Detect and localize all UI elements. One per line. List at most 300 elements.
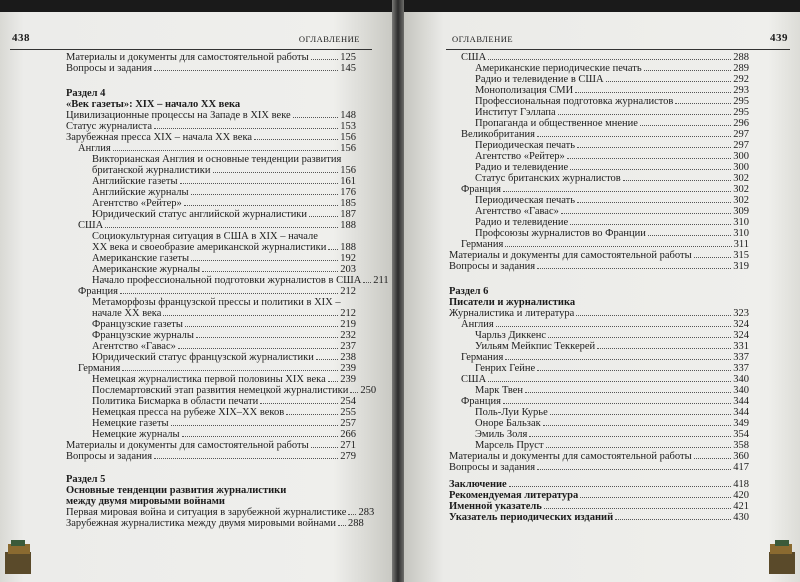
toc-page-number: 255 bbox=[340, 407, 356, 418]
toc-page-number: 188 bbox=[340, 220, 356, 231]
toc-entry bbox=[449, 352, 749, 363]
toc-entry-title: Агентство «Рейтер» bbox=[475, 151, 565, 162]
toc-leader-dots bbox=[543, 425, 732, 426]
left-page-header bbox=[0, 32, 392, 54]
toc-page-number: 232 bbox=[340, 330, 356, 341]
toc-page-number: 288 bbox=[733, 52, 749, 63]
toc-entry-title: Английские журналы bbox=[92, 187, 189, 198]
toc-page-number: 300 bbox=[733, 151, 749, 162]
toc-page-number: 418 bbox=[733, 479, 749, 490]
toc-section-title: Основные тенденции развития журналистики bbox=[66, 485, 287, 496]
toc-entry bbox=[66, 231, 356, 242]
toc-entry-title: Американские журналы bbox=[92, 264, 201, 275]
toc-entry-title: Англия bbox=[461, 319, 494, 330]
page-number: 438 bbox=[12, 32, 30, 44]
toc-entry-title: Именной указатель bbox=[449, 501, 542, 512]
toc-entry bbox=[449, 385, 749, 396]
toc-entry-title: Первая мировая война и ситуация в зарубежной журналистике bbox=[66, 507, 347, 518]
toc-entry-title: Уильям Мейкпис Теккерей bbox=[475, 341, 596, 352]
toc-page-number: 187 bbox=[340, 209, 356, 220]
toc-entry bbox=[449, 107, 749, 118]
toc-leader-dots bbox=[105, 227, 338, 228]
toc-leader-dots bbox=[293, 117, 339, 118]
toc-entry bbox=[66, 297, 356, 308]
toc-entry-title: Статус британских журналистов bbox=[475, 173, 621, 184]
toc-leader-dots bbox=[286, 414, 338, 415]
toc-leader-dots bbox=[537, 370, 731, 371]
toc-entry-title: XX века и своеобразие американской журналистики bbox=[92, 242, 327, 253]
book-ornament-icon bbox=[2, 538, 36, 578]
toc-leader-dots bbox=[675, 103, 731, 104]
header-rule bbox=[446, 49, 790, 50]
toc-page-number: 212 bbox=[340, 286, 356, 297]
toc-entry bbox=[449, 184, 749, 195]
toc-leader-dots bbox=[309, 216, 338, 217]
running-title: ОГЛАВЛЕНИЕ bbox=[298, 34, 360, 44]
toc-entry-title: Вопросы и задания bbox=[449, 462, 536, 473]
toc-page-number: 296 bbox=[733, 118, 749, 129]
toc-page-number: 340 bbox=[733, 374, 749, 385]
toc-page-number: 283 bbox=[358, 507, 375, 518]
toc-entry-title: Зарубежная журналистика между двумя мировыми войнами bbox=[66, 518, 336, 529]
toc-entry-title: Радио и телевидение bbox=[475, 217, 569, 228]
toc-entry bbox=[449, 319, 749, 330]
toc-entry-title: Профессиональная подготовка журналистов bbox=[475, 96, 674, 107]
toc-entry bbox=[66, 440, 356, 451]
toc-entry-title: Американские газеты bbox=[92, 253, 190, 264]
toc-entry-title: Английские газеты bbox=[92, 176, 178, 187]
toc-entry bbox=[449, 140, 749, 151]
table-of-contents bbox=[449, 52, 749, 523]
toc-page-number: 293 bbox=[733, 85, 749, 96]
toc-page-number: 430 bbox=[733, 512, 749, 523]
toc-entry bbox=[66, 407, 356, 418]
toc-entry-title: США bbox=[78, 220, 104, 231]
toc-page-number: 360 bbox=[733, 451, 749, 462]
toc-leader-dots bbox=[488, 381, 731, 382]
toc-leader-dots bbox=[348, 514, 356, 515]
toc-leader-dots bbox=[509, 486, 732, 487]
toc-page-number: 156 bbox=[340, 143, 356, 154]
toc-page-number: 337 bbox=[733, 363, 749, 374]
toc-entry bbox=[449, 490, 749, 501]
toc-leader-dots bbox=[570, 169, 731, 170]
toc-section-title: между двумя мировыми войнами bbox=[66, 496, 225, 507]
toc-page-number: 358 bbox=[733, 440, 749, 451]
toc-entry bbox=[66, 52, 356, 63]
toc-page-number: 420 bbox=[733, 490, 749, 501]
toc-entry-title: Агентство «Гавас» bbox=[92, 341, 176, 352]
toc-page-number: 188 bbox=[340, 242, 356, 253]
toc-page-number: 295 bbox=[733, 107, 749, 118]
toc-leader-dots bbox=[311, 59, 339, 60]
toc-entry bbox=[66, 308, 356, 319]
toc-entry-title: Материалы и документы для самостоятельной работы bbox=[449, 250, 692, 261]
toc-page-number: 297 bbox=[733, 140, 749, 151]
toc-entry-title: Викторианская Англия и основные тенденции развития bbox=[92, 154, 342, 165]
toc-leader-dots bbox=[644, 70, 732, 71]
toc-page-number: 310 bbox=[733, 228, 749, 239]
toc-page-number: 340 bbox=[733, 385, 749, 396]
toc-entry-title: Радио и телевидение bbox=[475, 162, 569, 173]
toc-page-number: 192 bbox=[340, 253, 356, 264]
toc-page-number: 337 bbox=[733, 352, 749, 363]
toc-page-number: 176 bbox=[340, 187, 356, 198]
toc-leader-dots bbox=[113, 150, 339, 151]
toc-entry bbox=[449, 228, 749, 239]
toc-entry bbox=[449, 407, 749, 418]
toc-leader-dots bbox=[328, 249, 338, 250]
toc-page-number: 250 bbox=[360, 385, 377, 396]
toc-leader-dots bbox=[328, 381, 338, 382]
toc-page-number: 302 bbox=[733, 195, 749, 206]
toc-leader-dots bbox=[254, 139, 338, 140]
toc-leader-dots bbox=[496, 326, 732, 327]
toc-entry-title: Материалы и документы для самостоятельной работы bbox=[66, 440, 309, 451]
toc-leader-dots bbox=[213, 172, 339, 173]
toc-leader-dots bbox=[260, 403, 338, 404]
toc-page-number: 349 bbox=[733, 418, 749, 429]
toc-entry-title: Послемартовский этап развития немецкой журналистики bbox=[92, 385, 349, 396]
toc-leader-dots bbox=[338, 525, 346, 526]
toc-leader-dots bbox=[154, 70, 338, 71]
toc-entry bbox=[449, 206, 749, 217]
toc-entry-title: британской журналистики bbox=[92, 165, 211, 176]
toc-entry-title: Периодическая печать bbox=[475, 195, 576, 206]
toc-entry bbox=[66, 154, 356, 165]
toc-entry bbox=[66, 385, 377, 396]
toc-entry bbox=[449, 151, 749, 162]
toc-page-number: 203 bbox=[340, 264, 356, 275]
left-page bbox=[0, 12, 392, 582]
toc-leader-dots bbox=[648, 235, 731, 236]
toc-entry bbox=[449, 363, 749, 374]
toc-page-number: 185 bbox=[340, 198, 356, 209]
right-page-header bbox=[404, 32, 800, 54]
toc-entry-title: Агентство «Рейтер» bbox=[92, 198, 182, 209]
toc-leader-dots bbox=[694, 458, 732, 459]
toc-leader-dots bbox=[537, 136, 731, 137]
toc-entry-title: Немецкие журналы bbox=[92, 429, 180, 440]
toc-leader-dots bbox=[350, 392, 358, 393]
toc-entry-title: Американские периодические печать bbox=[475, 63, 642, 74]
toc-entry-title: Чарльз Диккенс bbox=[475, 330, 547, 341]
toc-leader-dots bbox=[529, 436, 731, 437]
toc-entry bbox=[449, 52, 749, 63]
toc-entry-title: Оноре Бальзак bbox=[475, 418, 541, 429]
toc-entry-title: Французские журналы bbox=[92, 330, 194, 341]
toc-section-title: «Век газеты»: XIX – начало XX века bbox=[66, 99, 241, 110]
toc-leader-dots bbox=[546, 447, 732, 448]
toc-page-number: 417 bbox=[733, 462, 749, 473]
toc-entry bbox=[66, 507, 375, 518]
toc-entry-title: Юридический статус английской журналистики bbox=[92, 209, 308, 220]
right-page bbox=[404, 12, 800, 582]
toc-entry bbox=[449, 250, 749, 261]
toc-entry-title: Поль-Луи Курье bbox=[475, 407, 548, 418]
toc-entry bbox=[66, 341, 356, 352]
toc-entry bbox=[66, 198, 356, 209]
toc-entry bbox=[449, 330, 749, 341]
toc-leader-dots bbox=[488, 59, 731, 60]
toc-entry bbox=[66, 143, 356, 154]
toc-leader-dots bbox=[548, 337, 731, 338]
toc-entry bbox=[66, 451, 356, 462]
toc-entry-title: Пропаганда и общественное мнение bbox=[475, 118, 638, 129]
toc-entry-title: Эмиль Золя bbox=[475, 429, 528, 440]
toc-leader-dots bbox=[505, 246, 731, 247]
toc-entry bbox=[66, 209, 356, 220]
toc-leader-dots bbox=[154, 128, 338, 129]
toc-page-number: 310 bbox=[733, 217, 749, 228]
toc-leader-dots bbox=[154, 458, 338, 459]
toc-leader-dots bbox=[120, 293, 338, 294]
toc-leader-dots bbox=[202, 271, 338, 272]
toc-page-number: 311 bbox=[733, 239, 749, 250]
toc-section-heading: Раздел 6 bbox=[449, 286, 489, 297]
toc-entry-title: Журналистика и литература bbox=[449, 308, 575, 319]
toc-entry bbox=[66, 165, 356, 176]
toc-leader-dots bbox=[196, 337, 338, 338]
toc-entry bbox=[66, 352, 356, 363]
toc-entry bbox=[66, 374, 356, 385]
toc-entry-title: Германия bbox=[461, 239, 504, 250]
toc-page-number: 319 bbox=[733, 261, 749, 272]
toc-leader-dots bbox=[694, 257, 732, 258]
toc-entry-title: Марк Твен bbox=[475, 385, 524, 396]
toc-entry-title: Немецкие газеты bbox=[92, 418, 169, 429]
toc-page-number: 344 bbox=[733, 407, 749, 418]
toc-page-number: 295 bbox=[733, 96, 749, 107]
toc-entry bbox=[66, 63, 356, 74]
toc-entry bbox=[66, 253, 356, 264]
toc-page-number: 344 bbox=[733, 396, 749, 407]
toc-page-number: 238 bbox=[340, 352, 356, 363]
toc-page-number: 324 bbox=[733, 330, 749, 341]
toc-leader-dots bbox=[623, 180, 732, 181]
toc-entry-title: Указатель периодических изданий bbox=[449, 512, 614, 523]
toc-leader-dots bbox=[561, 213, 731, 214]
toc-entry bbox=[449, 129, 749, 140]
toc-entry bbox=[449, 162, 749, 173]
toc-entry-title: Периодическая печать bbox=[475, 140, 576, 151]
toc-entry bbox=[66, 121, 356, 132]
toc-entry-title: Социокультурная ситуация в США в XIX – начале bbox=[92, 231, 318, 242]
toc-entry bbox=[449, 462, 749, 473]
toc-leader-dots bbox=[577, 147, 731, 148]
toc-section-heading: Раздел 5 bbox=[66, 474, 106, 485]
toc-entry-title: Германия bbox=[78, 363, 121, 374]
toc-page-number: 148 bbox=[340, 110, 356, 121]
toc-entry-title: Юридический статус французской журналистики bbox=[92, 352, 314, 363]
toc-page-number: 257 bbox=[340, 418, 356, 429]
toc-entry bbox=[66, 286, 356, 297]
toc-leader-dots bbox=[558, 114, 732, 115]
toc-entry bbox=[66, 275, 389, 286]
toc-leader-dots bbox=[615, 519, 731, 520]
toc-leader-dots bbox=[505, 359, 731, 360]
toc-entry-title: Англия bbox=[78, 143, 111, 154]
toc-leader-dots bbox=[363, 282, 371, 283]
toc-page-number: 315 bbox=[733, 250, 749, 261]
toc-leader-dots bbox=[575, 92, 731, 93]
toc-entry-title: Марсель Пруст bbox=[475, 440, 544, 451]
toc-leader-dots bbox=[178, 348, 338, 349]
toc-entry-title: Статус журналиста bbox=[66, 121, 152, 132]
toc-page-number: 239 bbox=[340, 374, 356, 385]
toc-entry bbox=[449, 396, 749, 407]
toc-entry-title: Рекомендуемая литература bbox=[449, 490, 579, 501]
toc-leader-dots bbox=[185, 326, 338, 327]
toc-leader-dots bbox=[525, 392, 731, 393]
toc-leader-dots bbox=[550, 414, 732, 415]
toc-entry-title: Заключение bbox=[449, 479, 507, 490]
toc-entry-title: Цивилизационные процессы на Западе в XIX веке bbox=[66, 110, 291, 121]
toc-page-number: 156 bbox=[340, 165, 356, 176]
toc-entry bbox=[449, 173, 749, 184]
toc-leader-dots bbox=[537, 469, 731, 470]
toc-leader-dots bbox=[191, 260, 338, 261]
toc-leader-dots bbox=[570, 224, 731, 225]
toc-entry bbox=[449, 341, 749, 352]
toc-entry bbox=[66, 264, 356, 275]
table-of-contents bbox=[66, 52, 389, 529]
toc-entry bbox=[449, 512, 749, 523]
toc-page-number: 331 bbox=[733, 341, 749, 352]
toc-entry bbox=[66, 132, 356, 143]
toc-leader-dots bbox=[606, 81, 732, 82]
toc-entry bbox=[66, 187, 356, 198]
toc-leader-dots bbox=[580, 497, 731, 498]
toc-entry-title: Материалы и документы для самостоятельной работы bbox=[449, 451, 692, 462]
toc-entry-title: Вопросы и задания bbox=[66, 63, 153, 74]
toc-entry bbox=[449, 74, 749, 85]
toc-entry bbox=[449, 418, 749, 429]
toc-leader-dots bbox=[171, 425, 339, 426]
toc-leader-dots bbox=[544, 508, 731, 509]
toc-entry bbox=[66, 110, 356, 121]
toc-leader-dots bbox=[191, 194, 339, 195]
toc-leader-dots bbox=[122, 370, 338, 371]
book-ornament-icon bbox=[764, 538, 798, 578]
toc-leader-dots bbox=[311, 447, 339, 448]
toc-entry bbox=[449, 451, 749, 462]
toc-entry-title: Начало профессиональной подготовки журналистов в США bbox=[92, 275, 362, 286]
toc-page-number: 302 bbox=[733, 184, 749, 195]
toc-page-number: 292 bbox=[733, 74, 749, 85]
toc-entry-title: Генрих Гейне bbox=[475, 363, 536, 374]
toc-entry bbox=[66, 429, 356, 440]
toc-entry-title: Материалы и документы для самостоятельной работы bbox=[66, 52, 309, 63]
toc-page-number: 309 bbox=[733, 206, 749, 217]
toc-leader-dots bbox=[503, 403, 731, 404]
toc-page-number: 279 bbox=[340, 451, 356, 462]
toc-entry-title: Вопросы и задания bbox=[66, 451, 153, 462]
toc-entry-title: Профсоюзы журналистов во Франции bbox=[475, 228, 646, 239]
toc-page-number: 219 bbox=[340, 319, 356, 330]
book-gutter bbox=[392, 0, 404, 582]
toc-page-number: 354 bbox=[733, 429, 749, 440]
toc-entry bbox=[66, 363, 356, 374]
toc-page-number: 323 bbox=[733, 308, 749, 319]
toc-page-number: 271 bbox=[340, 440, 356, 451]
toc-leader-dots bbox=[316, 359, 338, 360]
toc-entry-title: США bbox=[461, 374, 487, 385]
toc-page-number: 145 bbox=[340, 63, 356, 74]
toc-entry bbox=[449, 374, 749, 385]
toc-section-heading: Раздел 4 bbox=[66, 88, 106, 99]
toc-entry bbox=[449, 308, 749, 319]
toc-entry-title: США bbox=[461, 52, 487, 63]
toc-page-number: 266 bbox=[340, 429, 356, 440]
header-rule bbox=[10, 49, 372, 50]
toc-leader-dots bbox=[184, 205, 339, 206]
toc-entry-title: Франция bbox=[78, 286, 118, 297]
toc-entry-title: Зарубежная пресса XIX – начала XX века bbox=[66, 132, 253, 143]
toc-entry bbox=[449, 63, 749, 74]
toc-entry bbox=[66, 396, 356, 407]
toc-page-number: 153 bbox=[340, 121, 356, 132]
page-number: 439 bbox=[770, 32, 788, 44]
toc-entry bbox=[66, 242, 356, 253]
toc-entry-title: Немецкая журналистика первой половины XIX века bbox=[92, 374, 326, 385]
toc-page-number: 288 bbox=[347, 518, 364, 529]
toc-page-number: 254 bbox=[340, 396, 356, 407]
toc-page-number: 300 bbox=[733, 162, 749, 173]
toc-entry bbox=[449, 118, 749, 129]
toc-entry bbox=[449, 239, 749, 250]
toc-entry bbox=[449, 501, 749, 512]
toc-entry bbox=[449, 85, 749, 96]
toc-entry bbox=[449, 429, 749, 440]
toc-leader-dots bbox=[567, 158, 732, 159]
toc-entry-title: Политика Бисмарка в области печати bbox=[92, 396, 259, 407]
toc-entry-title: Агентство «Гавас» bbox=[475, 206, 559, 217]
toc-entry bbox=[66, 330, 356, 341]
toc-page-number: 297 bbox=[733, 129, 749, 140]
toc-entry-title: Монополизация СМИ bbox=[475, 85, 574, 96]
toc-entry-title: Франция bbox=[461, 396, 501, 407]
toc-entry bbox=[449, 440, 749, 451]
toc-section-title: Писатели и журналистика bbox=[449, 297, 576, 308]
toc-entry-title: Французские газеты bbox=[92, 319, 183, 330]
toc-leader-dots bbox=[537, 268, 731, 269]
toc-entry-title: Метаморфозы французской прессы и политики в XIX – bbox=[92, 297, 341, 308]
toc-entry-title: Франция bbox=[461, 184, 501, 195]
toc-entry-title: Институт Гэллапа bbox=[475, 107, 556, 118]
toc-leader-dots bbox=[597, 348, 731, 349]
toc-entry-title: Вопросы и задания bbox=[449, 261, 536, 272]
toc-leader-dots bbox=[576, 315, 731, 316]
toc-page-number: 156 bbox=[340, 132, 356, 143]
toc-entry-title: начале XX века bbox=[92, 308, 162, 319]
toc-page-number: 211 bbox=[373, 275, 389, 286]
toc-leader-dots bbox=[180, 183, 339, 184]
toc-entry-title: Великобритания bbox=[461, 129, 535, 140]
toc-leader-dots bbox=[577, 202, 731, 203]
toc-page-number: 237 bbox=[340, 341, 356, 352]
toc-page-number: 212 bbox=[340, 308, 356, 319]
toc-leader-dots bbox=[163, 315, 338, 316]
toc-page-number: 289 bbox=[733, 63, 749, 74]
toc-entry bbox=[66, 220, 356, 231]
toc-entry bbox=[66, 418, 356, 429]
toc-page-number: 125 bbox=[340, 52, 356, 63]
toc-entry bbox=[449, 261, 749, 272]
toc-entry bbox=[66, 176, 356, 187]
toc-entry-title: Радио и телевидение в США bbox=[475, 74, 604, 85]
toc-entry bbox=[66, 319, 356, 330]
